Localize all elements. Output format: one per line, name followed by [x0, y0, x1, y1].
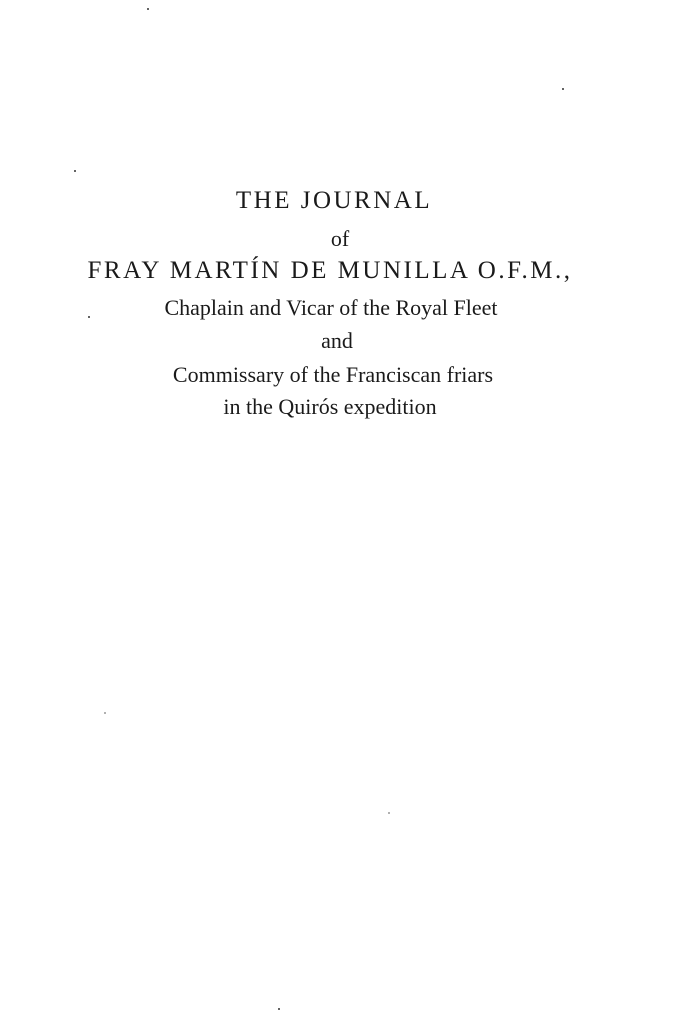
scan-speck — [278, 1008, 280, 1010]
author-role-chaplain: Chaplain and Vicar of the Royal Fleet — [164, 295, 498, 320]
scan-speck — [562, 88, 564, 90]
author-role-commissary: Commissary of the Franciscan friars — [172, 362, 494, 387]
scan-speck — [147, 8, 149, 10]
and-connector: and — [321, 328, 353, 353]
scan-speck — [88, 316, 90, 318]
scan-speck — [388, 812, 390, 814]
scan-speck — [74, 170, 76, 172]
scan-speck — [104, 712, 106, 714]
journal-title: THE JOURNAL — [235, 187, 433, 214]
author-name: FRAY MARTÍN DE MUNILLA O.F.M., — [87, 257, 573, 284]
of-connector: of — [330, 226, 350, 251]
expedition-line: in the Quirós expedition — [223, 394, 437, 419]
